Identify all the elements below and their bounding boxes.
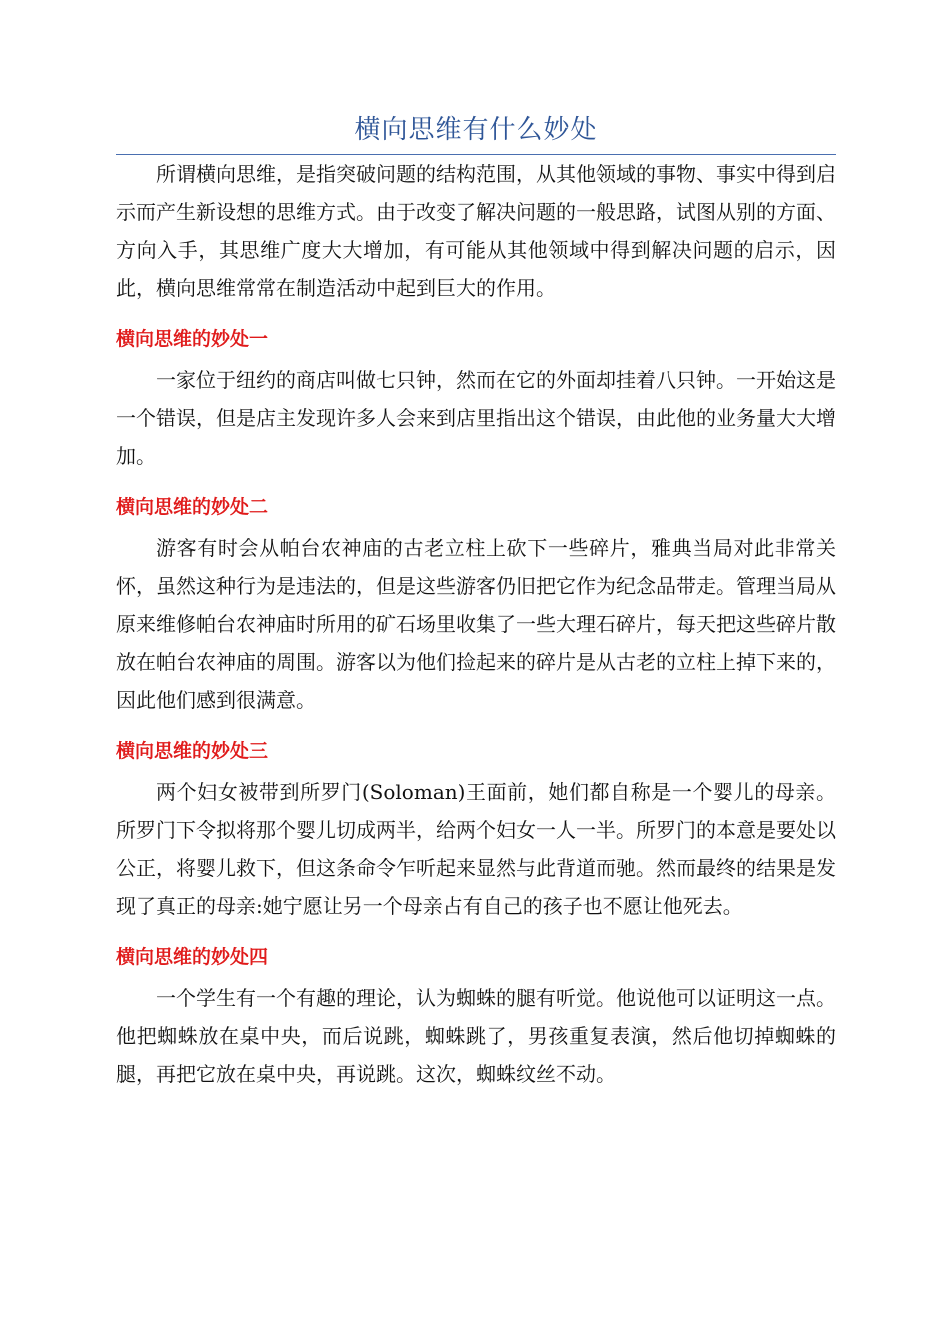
- section-paragraph: 游客有时会从帕台农神庙的古老立柱上砍下一些碎片，雅典当局对此非常关怀，虽然这种行为是违法的，但是这些游客仍旧把它作为纪念品带走。管理当局从原来维修帕台农神庙时所用的矿石场里收集了一些大理石碎片，每天把这些碎片散放在帕台农神庙的周围。游客以为他们捡起来的碎片是从古老的立柱上掉下来的，因此他们感到很满意。: [116, 536, 836, 712]
- section-1: [116, 321, 836, 475]
- section-4: [116, 939, 836, 1093]
- section-heading: 横向思维的妙处三: [116, 740, 269, 762]
- section-paragraph: 一家位于纽约的商店叫做七只钟，然而在它的外面却挂着八只钟。一开始这是一个错误，但是店主发现许多人会来到店里指出这个错误，由此他的业务量大大增加。: [116, 368, 836, 468]
- document-body: [116, 110, 836, 1093]
- section-paragraph: 一个学生有一个有趣的理论，认为蜘蛛的腿有听觉。他说他可以证明这一点。他把蜘蛛放在桌中央，而后说跳，蜘蛛跳了，男孩重复表演，然后他切掉蜘蛛的腿，再把它放在桌中央，再说跳。这次，蜘蛛纹丝不动。: [116, 986, 836, 1086]
- section-3: [116, 733, 836, 925]
- section-heading: 横向思维的妙处四: [116, 946, 269, 968]
- section-heading: 横向思维的妙处二: [116, 496, 269, 518]
- section-2: [116, 489, 836, 719]
- intro-paragraph: 所谓横向思维，是指突破问题的结构范围，从其他领域的事物、事实中得到启示而产生新设想的思维方式。由于改变了解决问题的一般思路，试图从别的方面、方向入手，其思维广度大大增加，有可能从其他领域中得到解决问题的启示，因此，横向思维常常在制造活动中起到巨大的作用。: [116, 162, 836, 300]
- document-title: 横向思维有什么妙处: [116, 110, 836, 155]
- section-paragraph: 两个妇女被带到所罗门(Soloman)王面前，她们都自称是一个婴儿的母亲。所罗门下令拟将那个婴儿切成两半，给两个妇女一人一半。所罗门的本意是要处以公正，将婴儿救下，但这条命令乍听起来显然与此背道而驰。然而最终的结果是发现了真正的母亲:她宁愿让另一个母亲占有自己的孩子也不愿让他死去。: [116, 780, 836, 918]
- section-heading: 横向思维的妙处一: [116, 328, 269, 350]
